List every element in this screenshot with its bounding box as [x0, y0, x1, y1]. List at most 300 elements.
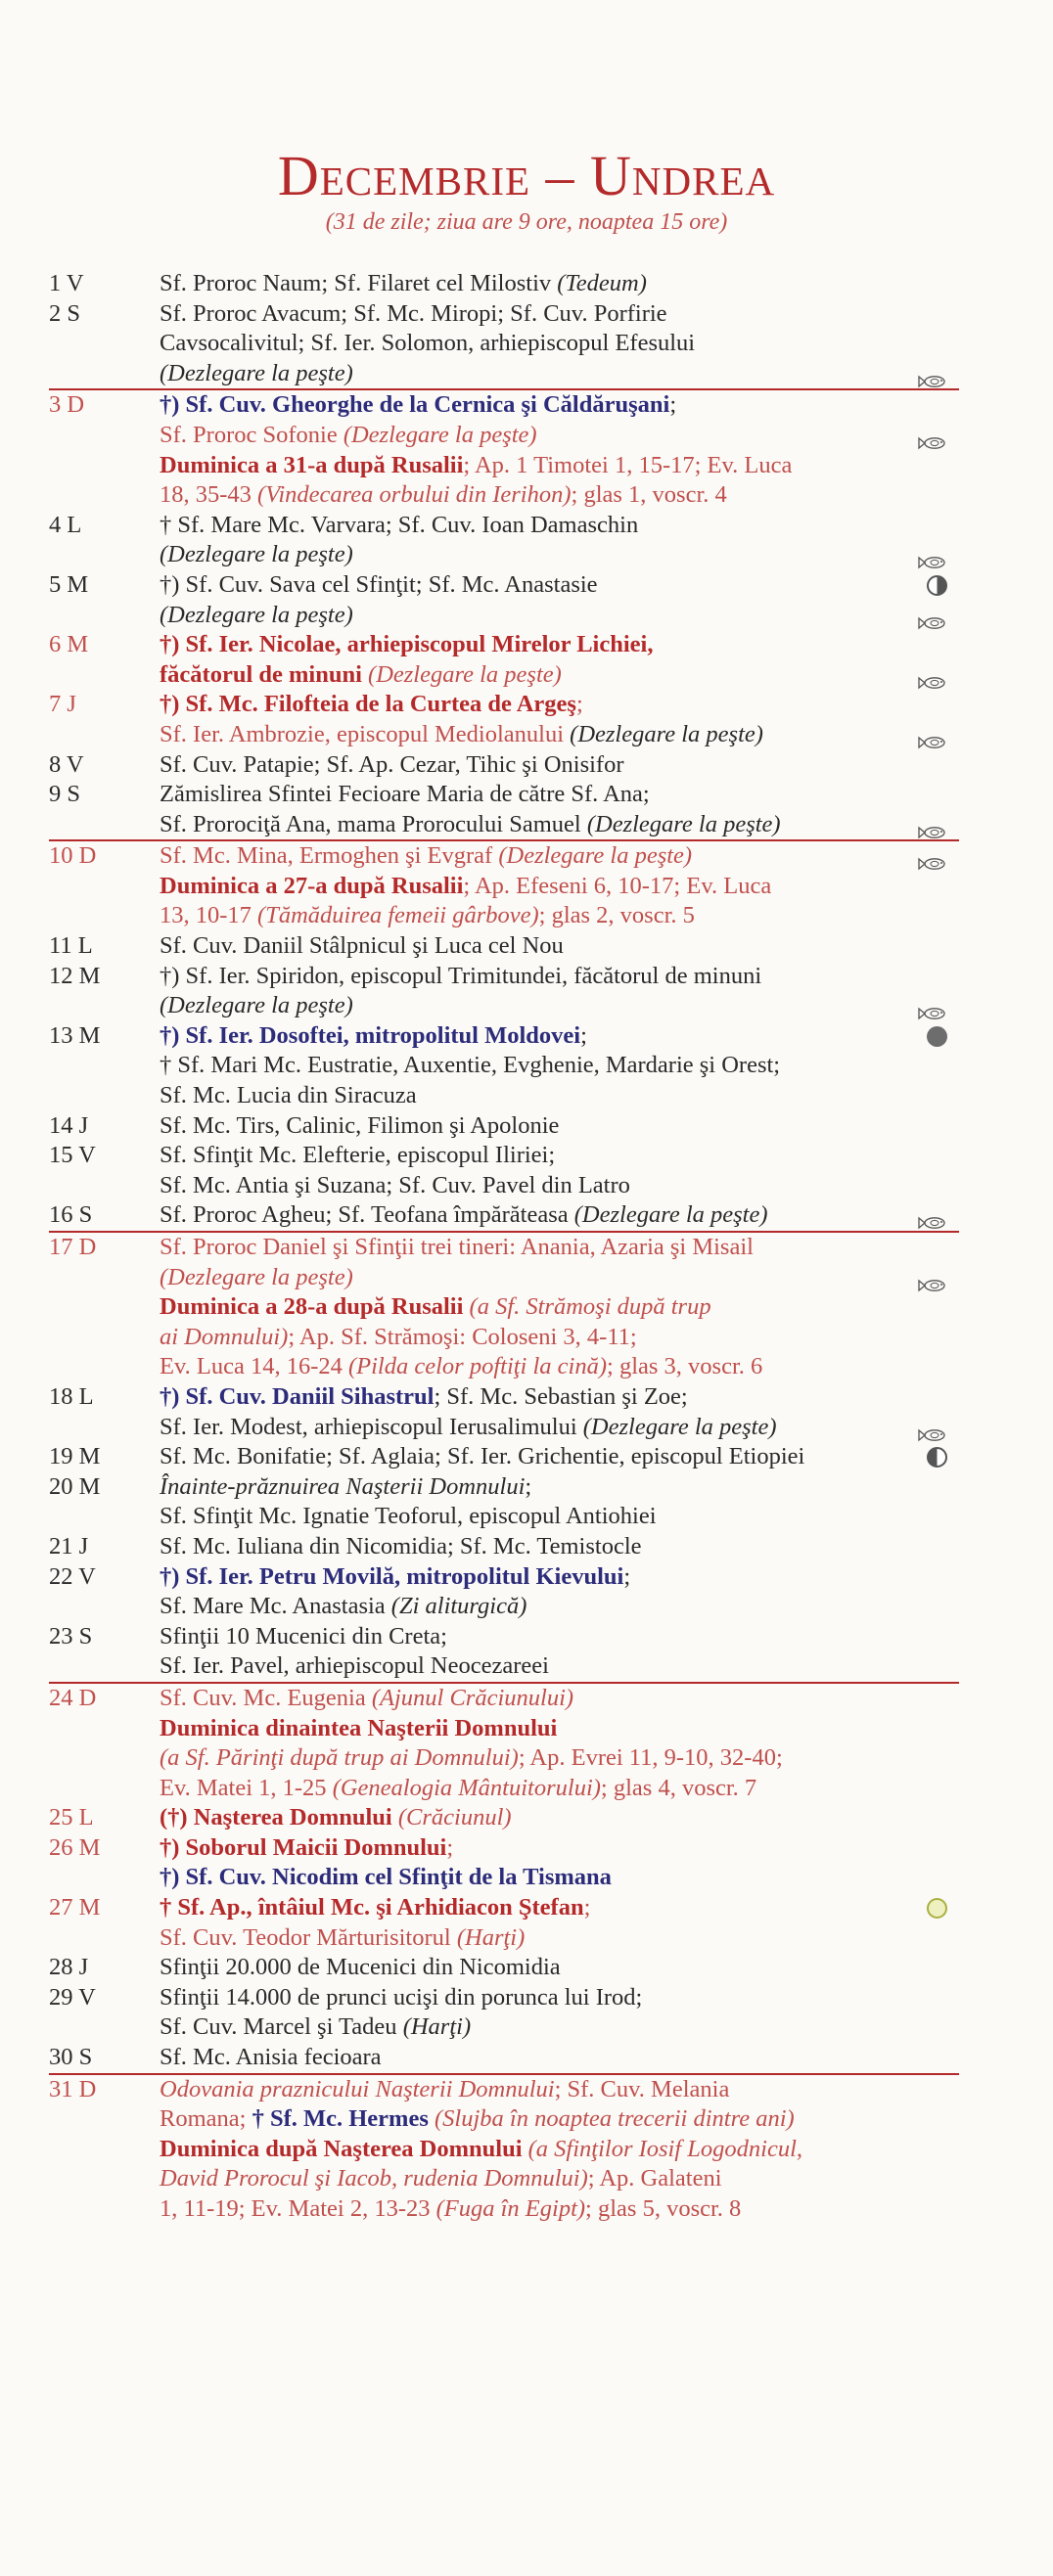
entry-line	[49, 1592, 959, 1622]
text-run: ; glas 3, voscr. 6	[607, 1353, 763, 1380]
entry-line	[49, 1833, 959, 1864]
day-entry	[49, 570, 959, 630]
entry-line	[49, 421, 959, 451]
entry-line	[49, 1472, 959, 1503]
day-entry	[49, 1532, 959, 1562]
entry-text	[160, 1651, 549, 1682]
text-run: (Tămăduirea femeii gârbove)	[257, 902, 539, 929]
text-run: (Dezlegare la peşte)	[160, 601, 353, 628]
entry-text	[160, 1562, 630, 1593]
entry-text	[160, 1953, 561, 1983]
text-run: Sf. Proroc Daniel şi Sfinţii trei tineri: Anania, Azaria şi Misail	[160, 1234, 754, 1260]
entry-text	[160, 1413, 777, 1443]
text-run: Sf. Mc. Anisia fecioara	[160, 2044, 382, 2071]
entry-text	[160, 1923, 525, 1954]
fish-icon	[918, 548, 947, 562]
fish-icon	[918, 367, 947, 381]
entry-line	[49, 780, 959, 810]
entry-line	[49, 901, 959, 931]
text-run: Sf. Cuv. Teodor Mărturisitorul	[160, 1923, 457, 1951]
text-run: (Slujba în noaptea trecerii dintre ani)	[435, 2105, 795, 2133]
entry-text	[160, 1833, 453, 1864]
day-entry	[49, 269, 959, 299]
entry-line	[49, 841, 959, 872]
entry-text	[160, 780, 650, 810]
entry-text	[160, 1893, 590, 1923]
day-entry	[49, 1893, 959, 1953]
fish-icon	[918, 818, 947, 832]
text-run: Sf. Ier. Ambrozie, episcopul Mediolanului	[160, 720, 571, 747]
entry-line	[49, 690, 959, 720]
entry-text	[160, 329, 695, 359]
text-run: †) Sf. Cuv. Sava cel Sfinţit; Sf. Mc. Anastasie	[160, 570, 598, 598]
text-run: 18, 35-43	[160, 481, 258, 509]
entry-line	[49, 1622, 959, 1652]
text-run: ;	[575, 691, 583, 718]
entry-text	[160, 1472, 531, 1503]
fish-icon	[918, 999, 947, 1013]
text-run: Sf. Sfinţit Mc. Elefterie, episcopul Iliriei;	[160, 1142, 556, 1169]
text-run: Cavsocalivitul; Sf. Ier. Solomon, arhiepiscopul Efesului	[160, 330, 696, 357]
text-run: Sf. Cuv. Daniil Stâlpnicul şi Luca cel Nou	[160, 932, 564, 960]
entry-text	[160, 480, 727, 511]
day-entry	[49, 388, 959, 510]
text-run: Sf. Ier. Modest, arhiepiscopul Ierusalimului	[160, 1413, 583, 1440]
entry-text	[160, 1803, 512, 1833]
moon-new-icon	[927, 1898, 947, 1919]
entry-line	[49, 1743, 959, 1774]
text-run: (Dezlegare la peşte)	[582, 1413, 777, 1440]
text-run: †) Sf. Mc. Filofteia de la Curtea de Argeş	[160, 691, 576, 718]
entry-line	[49, 1532, 959, 1562]
entry-text	[160, 750, 624, 781]
fish-icon	[918, 429, 947, 442]
day-entry	[49, 511, 959, 570]
text-run: Zămislirea Sfintei Fecioare Maria de către Sf. Ana;	[160, 781, 650, 808]
entry-line	[49, 1442, 959, 1472]
entry-line	[49, 1171, 959, 1201]
entry-line	[49, 750, 959, 781]
entry-line	[49, 1233, 959, 1263]
text-run: Sf. Cuv. Marcel şi Tadeu	[160, 2013, 403, 2041]
moon-first-icon	[927, 575, 947, 596]
text-run: ;	[583, 1894, 591, 1921]
moon-full-icon	[927, 1026, 947, 1047]
entry-line	[49, 2135, 959, 2165]
day-entry	[49, 1682, 959, 1803]
entry-text	[160, 962, 761, 992]
day-entry	[49, 1442, 959, 1472]
day-number: 8 V	[49, 750, 84, 778]
text-run: 1, 11-19; Ev. Matei 2, 13-23	[160, 2195, 436, 2222]
entry-line	[49, 1502, 959, 1532]
day-number: 31 D	[49, 2075, 97, 2102]
text-run: (Dezlegare la peşte)	[573, 1201, 768, 1229]
text-run: Ev. Luca 14, 16-24	[160, 1353, 348, 1380]
day-number: 17 D	[49, 1234, 97, 1260]
entry-text	[160, 540, 353, 570]
entry-line	[49, 1774, 959, 1804]
entry-text	[160, 2012, 471, 2043]
entry-line	[49, 511, 959, 541]
entry-line	[49, 2012, 959, 2043]
entry-line	[49, 269, 959, 299]
entry-text	[160, 1352, 762, 1382]
text-run: Sf. Mc. Mina, Ermoghen şi Evgraf	[160, 842, 499, 870]
day-number: 26 M	[49, 1833, 101, 1861]
day-number: 6 M	[49, 631, 89, 658]
entry-text	[160, 2194, 741, 2225]
entry-text	[160, 660, 562, 691]
text-run: ; Ap. Sf. Strămoşi: Coloseni 3, 4-11;	[288, 1323, 637, 1350]
entry-text	[160, 1323, 637, 1353]
entry-line	[49, 540, 959, 570]
entry-line	[49, 1803, 959, 1833]
text-run: Sfinţii 10 Mucenici din Creta;	[160, 1622, 447, 1650]
entry-text	[160, 1532, 642, 1562]
day-number: 1 V	[49, 270, 84, 296]
entry-line	[49, 1863, 959, 1893]
entry-line	[49, 390, 959, 421]
entry-line	[49, 451, 959, 481]
fish-icon	[918, 1271, 947, 1285]
entry-line	[49, 1651, 959, 1682]
entry-line	[49, 660, 959, 691]
fish-icon	[918, 1208, 947, 1222]
fish-icon	[918, 609, 947, 622]
page-title: Decembrie – Undrea	[277, 144, 776, 207]
entry-line	[49, 1562, 959, 1593]
entry-line	[49, 810, 959, 840]
entry-text	[160, 1171, 630, 1201]
entry-text	[160, 1774, 756, 1804]
day-entry	[49, 2043, 959, 2073]
entry-text	[160, 1442, 804, 1472]
text-run: (Harţi)	[456, 1923, 526, 1951]
text-run: ;	[580, 1021, 587, 1049]
text-run: Sf. Prorociţă Ana, mama Prorocului Samuel	[160, 810, 587, 837]
entry-text	[160, 570, 598, 601]
day-entry	[49, 299, 959, 389]
text-run: (Vindecarea orbului din Ierihon)	[257, 481, 572, 509]
entry-text	[160, 359, 353, 389]
entry-text	[160, 1141, 555, 1171]
day-number: 5 M	[49, 570, 89, 598]
text-run: Duminica după Naşterea Domnului	[160, 2135, 528, 2162]
text-run: ai Domnului)	[160, 1323, 289, 1350]
text-run: (Crăciunul)	[397, 1804, 512, 1831]
text-run: †) Sf. Ier. Dosoftei, mitropolitul Moldovei	[160, 1021, 581, 1049]
text-run: Sf. Mc. Iuliana din Nicomidia; Sf. Mc. Temistocle	[160, 1532, 642, 1559]
moon-last-icon	[927, 1447, 947, 1468]
fish-icon	[918, 1421, 947, 1434]
entry-text	[160, 690, 583, 720]
text-run: ; Ap. 1 Timotei 1, 15-17; Ev. Luca	[463, 451, 793, 478]
day-entry	[49, 962, 959, 1021]
day-number: 7 J	[49, 691, 76, 718]
entry-text	[160, 2075, 729, 2105]
entry-line	[49, 1352, 959, 1382]
day-entry	[49, 1472, 959, 1532]
entry-text	[160, 1863, 612, 1893]
entry-line	[49, 962, 959, 992]
entry-text	[160, 1592, 526, 1622]
entry-text	[160, 1743, 783, 1774]
entry-line	[49, 570, 959, 601]
day-number: 14 J	[49, 1111, 89, 1139]
text-run: † Sf. Mari Mc. Eustratie, Auxentie, Evghenie, Mardarie şi Orest;	[160, 1052, 781, 1079]
text-run: Înainte-prăznuirea Naşterii Domnului	[160, 1472, 526, 1500]
text-run: Sfinţii 20.000 de Mucenici din Nicomidia	[160, 1954, 561, 1981]
day-entry	[49, 1953, 959, 1983]
text-run: Sf. Mc. Lucia din Siracuza	[160, 1082, 417, 1109]
entry-line	[49, 601, 959, 631]
entry-line	[49, 1382, 959, 1413]
text-run: †) Sf. Cuv. Daniil Sihastrul	[160, 1382, 435, 1410]
text-run: Sf. Ier. Pavel, arhiepiscopul Neocezareei	[160, 1652, 549, 1680]
text-run: Sf. Proroc Sofonie	[160, 421, 343, 448]
fish-icon	[918, 728, 947, 742]
entry-text	[160, 630, 653, 660]
day-number: 3 D	[49, 391, 85, 419]
entry-line	[49, 480, 959, 511]
entry-text	[160, 451, 792, 481]
entry-text	[160, 1292, 711, 1323]
entry-text	[160, 2135, 802, 2165]
day-number: 18 L	[49, 1382, 94, 1410]
entry-line	[49, 1684, 959, 1714]
day-number: 29 V	[49, 1983, 96, 2011]
entry-line	[49, 1111, 959, 1142]
entry-text	[160, 1111, 559, 1142]
text-run: Sfinţii 14.000 de prunci ucişi din porunca lui Irod;	[160, 1983, 643, 2011]
text-run: ; Sf. Cuv. Melania	[554, 2075, 730, 2102]
text-run: Sf. Mc. Bonifatie; Sf. Aglaia; Sf. Ier. Grichentie, episcopul Etiopiei	[160, 1443, 805, 1470]
text-run: (Ajunul Crăciunului)	[371, 1684, 574, 1711]
text-run: Duminica a 27-a după Rusalii	[160, 872, 464, 899]
text-run: ; glas 5, voscr. 8	[585, 2195, 742, 2222]
text-run: (Dezlegare la peşte)	[343, 421, 537, 448]
text-run: Duminica a 28-a după Rusalii	[160, 1293, 470, 1321]
entry-text	[160, 991, 353, 1021]
text-run: Sf. Mare Mc. Anastasia	[160, 1593, 391, 1620]
text-run: Duminica a 31-a după Rusalii	[160, 451, 464, 478]
day-number: 25 L	[49, 1804, 94, 1831]
entry-text	[160, 299, 667, 330]
entry-line	[49, 2075, 959, 2105]
entry-text	[160, 390, 676, 421]
entry-text	[160, 1622, 447, 1652]
day-entry	[49, 1803, 959, 1833]
day-number: 20 M	[49, 1472, 101, 1500]
entry-line	[49, 991, 959, 1021]
entry-line	[49, 1021, 959, 1052]
day-number: 24 D	[49, 1684, 97, 1711]
entry-line	[49, 720, 959, 750]
text-run: (Harţi)	[402, 2013, 472, 2041]
day-entry	[49, 1231, 959, 1382]
fish-icon	[918, 849, 947, 863]
entry-line	[49, 931, 959, 962]
day-entry	[49, 1111, 959, 1142]
day-number: 22 V	[49, 1562, 96, 1590]
text-run: Sf. Proroc Agheu; Sf. Teofana împărăteasa	[160, 1201, 574, 1229]
text-run: (†) Naşterea Domnului	[160, 1804, 398, 1831]
day-number: 15 V	[49, 1142, 96, 1169]
entry-text	[160, 1684, 573, 1714]
entry-line	[49, 1413, 959, 1443]
text-run: ; Ap. Efeseni 6, 10-17; Ev. Luca	[463, 872, 772, 899]
entry-text	[160, 810, 781, 840]
day-number: 13 M	[49, 1021, 101, 1049]
text-run: Romana;	[160, 2105, 252, 2133]
entry-line	[49, 1292, 959, 1323]
day-number: 30 S	[49, 2044, 93, 2071]
entry-line	[49, 1051, 959, 1081]
day-entry	[49, 1382, 959, 1442]
day-entry	[49, 780, 959, 839]
text-run: † Sf. Mc. Hermes	[252, 2105, 435, 2133]
entry-text	[160, 269, 647, 299]
day-entry	[49, 2073, 959, 2225]
day-number: 23 S	[49, 1622, 93, 1650]
entry-text	[160, 2104, 795, 2135]
text-run: (Dezlegare la peşte)	[160, 1263, 353, 1290]
entry-line	[49, 1081, 959, 1111]
text-run: †) Sf. Ier. Nicolae, arhiepiscopul Mirelor Lichiei,	[160, 631, 654, 658]
entry-line	[49, 2104, 959, 2135]
text-run: ; glas 1, voscr. 4	[571, 481, 727, 509]
entry-line	[49, 872, 959, 902]
entry-text	[160, 1081, 417, 1111]
day-number: 16 S	[49, 1201, 93, 1229]
text-run: ; glas 2, voscr. 5	[538, 902, 695, 929]
text-run: (a Sfinţilor Iosif Logodnicul,	[527, 2135, 803, 2162]
day-entry	[49, 1983, 959, 2043]
entry-text	[160, 931, 564, 962]
page-subtitle: (31 de zile; ziua are 9 ore, noaptea 15 ore)	[325, 209, 728, 235]
day-number: 12 M	[49, 962, 101, 989]
day-entry	[49, 1141, 959, 1200]
entry-text	[160, 1263, 353, 1293]
text-run: †) Sf. Ier. Petru Movilă, mitropolitul Kievului	[160, 1562, 624, 1590]
entry-line	[49, 1923, 959, 1954]
text-run: (Dezlegare la peşte)	[586, 810, 781, 837]
fish-icon	[918, 668, 947, 682]
entry-text	[160, 421, 537, 451]
text-run: (Dezlegare la peşte)	[570, 720, 763, 747]
text-run: † Sf. Ap., întâiul Mc. şi Arhidiacon Ştefan	[160, 1894, 584, 1921]
text-run: ;	[446, 1833, 454, 1861]
text-run: (Tedeum)	[557, 270, 647, 296]
entry-line	[49, 1983, 959, 2013]
text-run: făcătorul de minuni	[160, 660, 369, 688]
entry-line	[49, 1200, 959, 1231]
text-run: Duminica dinaintea Naşterii Domnului	[160, 1714, 558, 1741]
entry-line	[49, 2194, 959, 2225]
text-run: David Prorocul şi Iacob, rudenia Domnului)	[160, 2165, 588, 2192]
text-run: Sf. Proroc Avacum; Sf. Mc. Miropi; Sf. Cuv. Porfirie	[160, 299, 667, 327]
day-number: 4 L	[49, 511, 82, 538]
day-number: 9 S	[49, 781, 81, 808]
entry-text	[160, 1714, 557, 1744]
text-run: ; Ap. Evrei 11, 9-10, 32-40;	[518, 1744, 783, 1772]
day-entry	[49, 931, 959, 962]
entry-text	[160, 1233, 754, 1263]
entry-line	[49, 2164, 959, 2194]
day-entry	[49, 839, 959, 931]
day-number: 2 S	[49, 299, 81, 327]
text-run: † Sf. Mare Mc. Varvara; Sf. Cuv. Ioan Damaschin	[160, 511, 639, 538]
entry-text	[160, 720, 763, 750]
entry-line	[49, 299, 959, 330]
entry-text	[160, 1021, 587, 1052]
text-run: ;	[525, 1472, 532, 1500]
day-entry	[49, 690, 959, 749]
day-entry	[49, 750, 959, 781]
entry-line	[49, 1323, 959, 1353]
day-entry	[49, 1562, 959, 1622]
text-run: †) Soborul Maicii Domnului	[160, 1833, 447, 1861]
text-run: ; Ap. Galateni	[587, 2165, 722, 2192]
text-run: (Genealogia Mântuitorului)	[332, 1774, 601, 1801]
text-run: Ev. Matei 1, 1-25	[160, 1774, 333, 1801]
text-run: (Dezlegare la peşte)	[498, 842, 693, 870]
entry-line	[49, 1893, 959, 1923]
entry-text	[160, 1051, 780, 1081]
text-run: †) Sf. Ier. Spiridon, episcopul Trimitundei, făcătorul de minuni	[160, 962, 762, 989]
day-entry	[49, 1833, 959, 1893]
text-run: 13, 10-17	[160, 902, 258, 929]
text-run: (Pilda celor poftiţi la cină)	[348, 1353, 608, 1380]
text-run: (Dezlegare la peşte)	[160, 541, 353, 568]
entry-text	[160, 1200, 768, 1231]
day-entry	[49, 1622, 959, 1682]
entry-line	[49, 1953, 959, 1983]
entry-text	[160, 901, 695, 931]
entry-text	[160, 2164, 722, 2194]
day-list	[49, 269, 959, 2225]
day-number: 27 M	[49, 1894, 101, 1921]
text-run: ;	[623, 1562, 631, 1590]
text-run: Sf. Cuv. Patapie; Sf. Ap. Cezar, Tihic şi Onisifor	[160, 750, 624, 778]
entry-text	[160, 601, 353, 631]
day-number: 10 D	[49, 842, 97, 870]
entry-line	[49, 329, 959, 359]
day-entry	[49, 630, 959, 690]
text-run: ;	[669, 391, 677, 419]
text-run: Odovania praznicului Naşterii Domnului	[160, 2075, 555, 2102]
day-number: 21 J	[49, 1532, 89, 1559]
text-run: (a Sf. Părinţi după trup ai Domnului)	[160, 1744, 519, 1772]
entry-line	[49, 359, 959, 389]
entry-text	[160, 511, 638, 541]
entry-text	[160, 841, 692, 872]
entry-line	[49, 630, 959, 660]
text-run: Sf. Mc. Tirs, Calinic, Filimon şi Apolonie	[160, 1111, 560, 1139]
day-entry	[49, 1021, 959, 1111]
day-number: 11 L	[49, 932, 93, 960]
text-run: Sf. Proroc Naum; Sf. Filaret cel Milostiv	[160, 270, 558, 296]
entry-line	[49, 1263, 959, 1293]
day-number: 28 J	[49, 1954, 89, 1981]
text-run: (Dezlegare la peşte)	[368, 660, 562, 688]
text-run: Sf. Mc. Antia şi Suzana; Sf. Cuv. Pavel din Latro	[160, 1171, 630, 1198]
text-run: ; glas 4, voscr. 7	[600, 1774, 757, 1801]
day-entry	[49, 1200, 959, 1231]
text-run: (Fuga în Egipt)	[435, 2195, 586, 2222]
entry-line	[49, 2043, 959, 2073]
